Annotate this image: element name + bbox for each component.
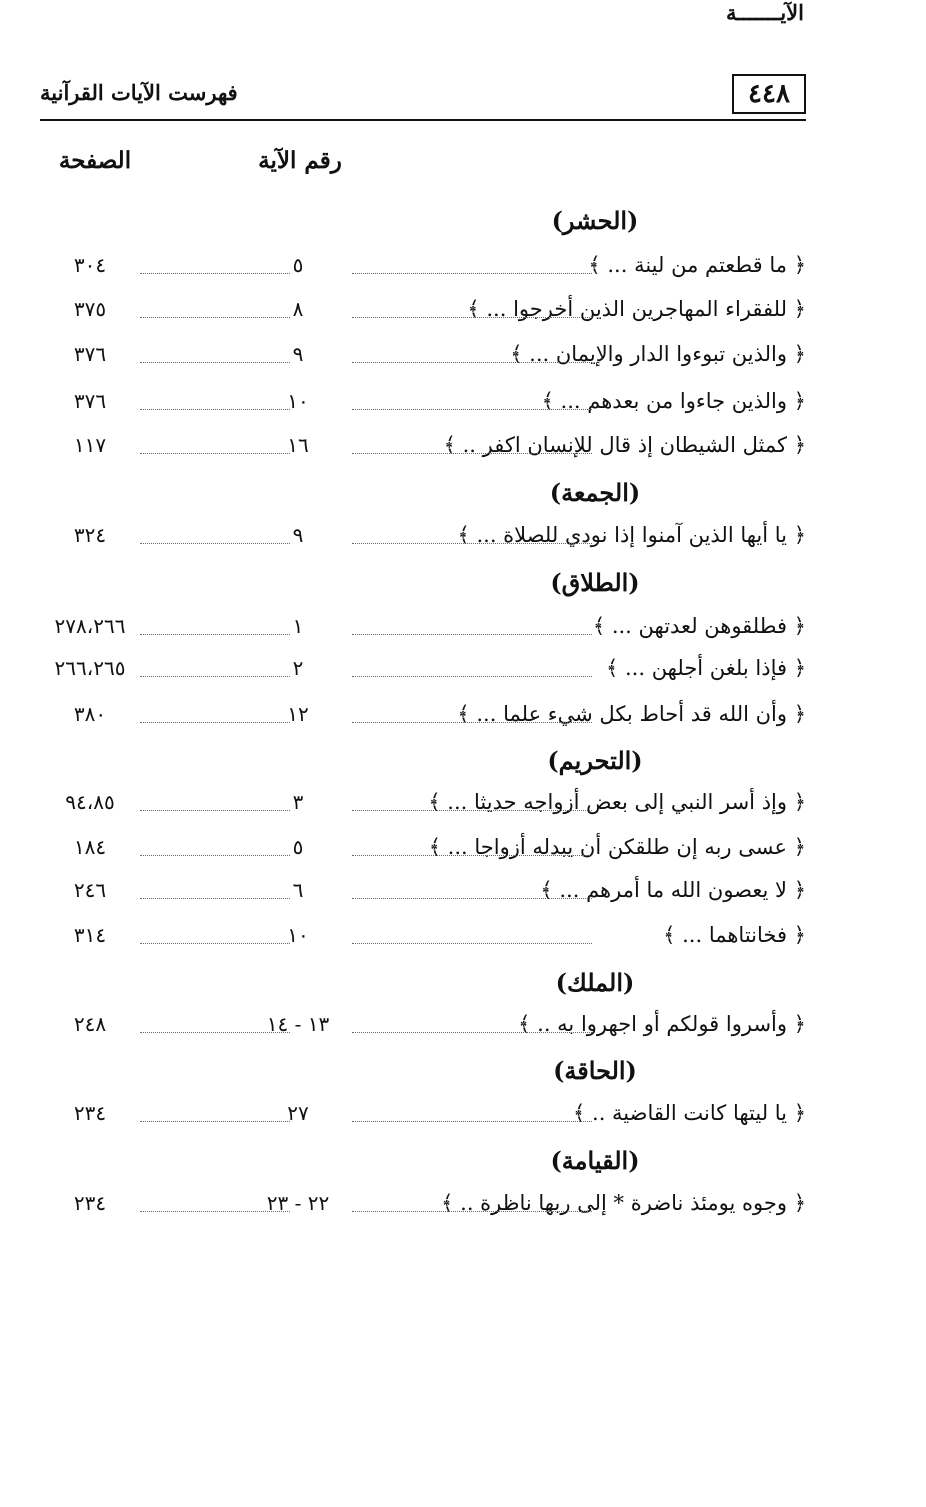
page-reference: ٢٣٤ <box>73 1101 107 1125</box>
ayah-number: ٥ <box>292 835 304 859</box>
ayah-number: ٢ <box>292 656 304 680</box>
dot-leader <box>140 453 290 454</box>
verse-text: ﴿ وجوه يومئذ ناضرة * إلى ربها ناظرة .. ﴾ <box>441 1191 806 1215</box>
page-reference: ١١٧ <box>73 433 107 457</box>
verse-text: ﴿ فإذا بلغن أجلهن ... ﴾ <box>606 656 806 680</box>
dot-leader <box>352 898 592 899</box>
page-reference: ٩٤،٨٥ <box>65 790 115 814</box>
verse-text: ﴿ والذين جاءوا من بعدهم ... ﴾ <box>541 389 806 413</box>
surah-heading: (الملك) <box>555 968 635 997</box>
table-row <box>40 878 806 914</box>
dot-leader <box>140 273 290 274</box>
column-header-verse: الآيـــــــة <box>726 0 804 25</box>
dot-leader <box>352 810 592 811</box>
verse-text: ﴿ يا ليتها كانت القاضية .. ﴾ <box>573 1101 806 1125</box>
table-row <box>40 297 806 333</box>
running-header-title: فهرست الآيات القرآنية <box>40 80 238 105</box>
surah-heading: (الطلاق) <box>550 568 640 597</box>
dot-leader <box>352 1032 592 1033</box>
dot-leader <box>140 722 290 723</box>
page-reference: ٣٠٤ <box>73 253 107 277</box>
ayah-number: ٨ <box>292 297 304 321</box>
dot-leader <box>352 362 592 363</box>
ayah-number: ٢٧ <box>287 1101 309 1125</box>
verse-text: ﴿ عسى ربه إن طلقكن أن يبدله أزواجا ... ﴾ <box>428 835 806 859</box>
dot-leader <box>140 362 290 363</box>
page-reference: ٣٧٦ <box>73 389 107 413</box>
surah-heading: (التحريم) <box>547 746 643 775</box>
verse-text: ﴿ والذين تبوءوا الدار والإيمان ... ﴾ <box>510 342 806 366</box>
page-reference: ٣١٤ <box>73 923 107 947</box>
table-row <box>40 1012 806 1048</box>
ayah-number: ٦ <box>292 878 304 902</box>
page-reference: ٢٤٦ <box>73 878 107 902</box>
page-reference: ٢٣٤ <box>73 1191 107 1215</box>
verse-text: ﴿ للفقراء المهاجرين الذين أخرجوا ... ﴾ <box>467 297 806 321</box>
table-row <box>40 1191 806 1227</box>
ayah-number: ٢٢ - ٢٣ <box>266 1191 330 1215</box>
dot-leader <box>140 810 290 811</box>
dot-leader <box>352 1211 592 1212</box>
table-row <box>40 253 806 289</box>
ayah-number: ١٠ <box>287 389 309 413</box>
dot-leader <box>140 634 290 635</box>
verse-text: ﴿ كمثل الشيطان إذ قال للإنسان اكفر .. ﴾ <box>443 433 806 457</box>
dot-leader <box>352 453 592 454</box>
dot-leader <box>140 1032 290 1033</box>
page-reference: ٢٦٦،٢٦٥ <box>54 656 126 680</box>
dot-leader <box>352 855 592 856</box>
dot-leader <box>352 543 592 544</box>
table-row <box>40 433 806 469</box>
table-row <box>40 342 806 378</box>
dot-leader <box>352 943 592 944</box>
verse-text: ﴿ لا يعصون الله ما أمرهم ... ﴾ <box>540 878 806 902</box>
page-reference: ٣٧٦ <box>73 342 107 366</box>
column-header-page: الصفحة <box>58 147 132 174</box>
page-reference: ٢٤٨ <box>73 1012 107 1036</box>
page-number: ٤٤٨ <box>732 74 806 114</box>
verse-text: ﴿ وأن الله قد أحاط بكل شيء علما ... ﴾ <box>457 702 806 726</box>
surah-heading: (القيامة) <box>550 1146 640 1175</box>
page-reference: ٣٢٤ <box>73 523 107 547</box>
ayah-number: ١٠ <box>287 923 309 947</box>
table-row <box>40 790 806 826</box>
table-row <box>40 923 806 959</box>
dot-leader <box>140 855 290 856</box>
ayah-number: ١٢ <box>287 702 309 726</box>
verse-text: ﴿ فطلقوهن لعدتهن ... ﴾ <box>592 614 806 638</box>
ayah-number: ١٣ - ١٤ <box>266 1012 330 1036</box>
verse-text: ﴿ وأسروا قولكم أو اجهروا به .. ﴾ <box>518 1012 806 1036</box>
table-row <box>40 523 806 559</box>
dot-leader <box>140 676 290 677</box>
table-row <box>40 614 806 650</box>
ayah-number: ١٦ <box>287 433 309 457</box>
dot-leader <box>352 722 592 723</box>
dot-leader <box>140 317 290 318</box>
dot-leader <box>140 898 290 899</box>
verse-text: ﴿ يا أيها الذين آمنوا إذا نودي للصلاة ... ﴾ <box>457 523 806 547</box>
dot-leader <box>140 1211 290 1212</box>
ayah-number: ٥ <box>292 253 304 277</box>
table-row <box>40 1101 806 1137</box>
dot-leader <box>352 409 592 410</box>
table-row <box>40 656 806 692</box>
dot-leader <box>140 543 290 544</box>
dot-leader <box>140 1121 290 1122</box>
dot-leader <box>140 943 290 944</box>
verse-text: ﴿ فخانتاهما ... ﴾ <box>663 923 806 947</box>
verse-text: ﴿ ما قطعتم من لينة ... ﴾ <box>588 253 806 277</box>
table-row <box>40 389 806 425</box>
dot-leader <box>352 273 592 274</box>
dot-leader <box>140 409 290 410</box>
column-header-ayah-number: رقم الآية <box>258 147 342 174</box>
page-reference: ١٨٤ <box>73 835 107 859</box>
surah-heading: (الجمعة) <box>549 478 641 507</box>
page-reference: ٣٨٠ <box>73 702 107 726</box>
ayah-number: ١ <box>292 614 304 638</box>
dot-leader <box>352 634 592 635</box>
surah-heading: (الحشر) <box>551 206 639 235</box>
page-reference: ٢٧٨،٢٦٦ <box>54 614 126 638</box>
ayah-number: ٣ <box>292 790 304 814</box>
table-row <box>40 835 806 871</box>
table-row <box>40 702 806 738</box>
dot-leader <box>352 676 592 677</box>
page-reference: ٣٧٥ <box>73 297 107 321</box>
ayah-number: ٩ <box>292 342 304 366</box>
header-rule <box>40 119 806 121</box>
ayah-number: ٩ <box>292 523 304 547</box>
verse-text: ﴿ وإذ أسر النبي إلى بعض أزواجه حديثا ... ﴾ <box>428 790 806 814</box>
surah-heading: (الحاقة) <box>553 1056 637 1085</box>
dot-leader <box>352 1121 592 1122</box>
dot-leader <box>352 317 592 318</box>
